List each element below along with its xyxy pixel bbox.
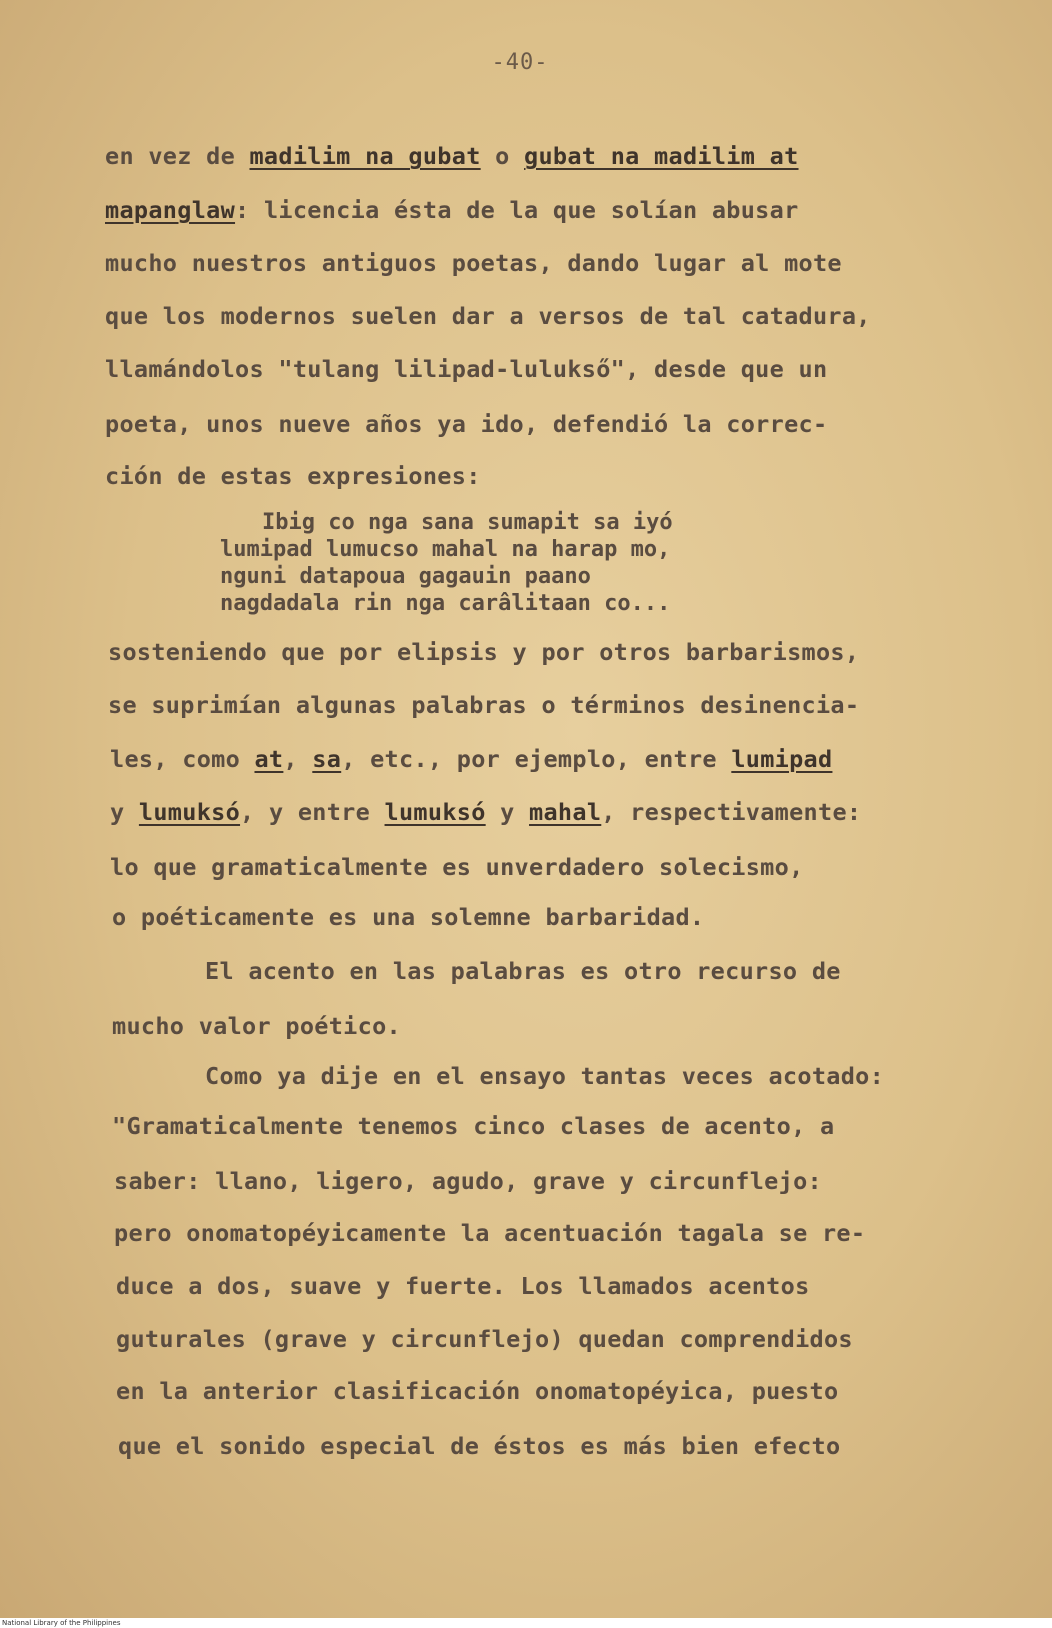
paragraph-line: [105, 196, 799, 224]
text-run: y: [110, 798, 139, 826]
underlined-term: mahal: [529, 798, 602, 826]
text-run: mucho nuestros antiguos poetas, dando lugar al mote: [105, 249, 842, 277]
underlined-term: lumipad: [731, 745, 833, 773]
verse-line: nguni datapoua gagauin paano: [220, 564, 591, 589]
paragraph-line: [110, 798, 861, 826]
paragraph-line: [110, 745, 832, 773]
text-run: guturales (grave y circunflejo) quedan comprendidos: [116, 1325, 853, 1353]
paragraph-line: [112, 1112, 834, 1140]
text-run: : licencia ésta de la que solían abusar: [235, 196, 799, 224]
paragraph-line: [108, 691, 859, 719]
underlined-term: lumuksó: [384, 798, 486, 826]
paragraph-line: [105, 302, 871, 330]
text-run: , y entre: [240, 798, 385, 826]
text-run: ción de estas expresiones:: [105, 462, 481, 490]
underlined-term: sa: [312, 745, 342, 773]
paragraph-line: [112, 1012, 401, 1040]
text-run: El acento en las palabras es otro recurso de: [205, 957, 841, 985]
underlined-term: mapanglaw: [105, 196, 236, 224]
paragraph-line: [116, 1325, 853, 1353]
text-run: ,: [283, 745, 313, 773]
text-run: poeta, unos nueve años ya ido, defendió la correc-: [105, 410, 828, 438]
footer-strip: [0, 1618, 1052, 1628]
paragraph-line: [205, 957, 841, 985]
text-run: "Gramaticalmente tenemos cinco clases de acento, a: [112, 1112, 835, 1140]
page-number: -40-: [491, 50, 549, 75]
text-run: se suprimían algunas palabras o términos desinencia-: [108, 691, 860, 719]
underlined-term: at: [254, 745, 284, 773]
underlined-term: gubat na madilim at: [524, 142, 799, 170]
text-run: , etc., por ejemplo, entre: [341, 745, 732, 773]
text-run: en vez de: [105, 142, 250, 170]
paragraph-line: [108, 638, 859, 666]
text-run: Como ya dije en el ensayo tantas veces acotado:: [205, 1062, 885, 1090]
paragraph-line: [105, 249, 842, 277]
paragraph-line: [114, 1167, 822, 1195]
paragraph-line: [105, 355, 827, 383]
paragraph-line: [112, 903, 704, 931]
text-run: que los modernos suelen dar a versos de tal catadura,: [105, 302, 871, 330]
paragraph-line: [114, 1219, 865, 1247]
text-run: o: [480, 142, 525, 170]
paragraph-line: [105, 410, 827, 438]
paragraph-line: [116, 1272, 810, 1300]
underlined-term: madilim na gubat: [249, 142, 481, 170]
text-run: y: [485, 798, 530, 826]
paragraph-line: [116, 1377, 838, 1405]
text-run: les, como: [110, 745, 255, 773]
paragraph-line: [105, 462, 481, 490]
text-run: que el sonido especial de éstos es más bien efecto: [118, 1432, 841, 1460]
paragraph-line: [105, 142, 799, 170]
text-run: saber: llano, ligero, agudo, grave y circunflejo:: [114, 1167, 822, 1195]
text-run: lo que gramaticalmente es unverdadero solecismo,: [110, 853, 804, 881]
paragraph-line: [205, 1062, 884, 1090]
footer-credit: National Library of the Philippines: [2, 1619, 121, 1627]
verse-line: lumipad lumucso mahal na harap mo,: [220, 537, 671, 562]
text-run: o poéticamente es una solemne barbaridad.: [112, 903, 705, 931]
paragraph-line: [110, 853, 804, 881]
verse-line: nagdadala rin nga carâlitaan co...: [220, 591, 671, 616]
text-run: en la anterior clasificación onomatopéyica, puesto: [116, 1377, 839, 1405]
text-run: duce a dos, suave y fuerte. Los llamados acentos: [116, 1272, 810, 1300]
text-run: sosteniendo que por elipsis y por otros barbarismos,: [108, 638, 860, 666]
text-run: mucho valor poético.: [112, 1012, 401, 1040]
verse-line: Ibig co nga sana sumapit sa iyó: [262, 510, 673, 535]
text-run: pero onomatopéyicamente la acentuación tagala se re-: [114, 1219, 866, 1247]
text-run: llamándolos "tulang lilipad-lulukső", desde que un: [105, 355, 828, 383]
text-run: , respectivamente:: [601, 798, 862, 826]
paragraph-line: [118, 1432, 840, 1460]
underlined-term: lumuksó: [138, 798, 241, 826]
